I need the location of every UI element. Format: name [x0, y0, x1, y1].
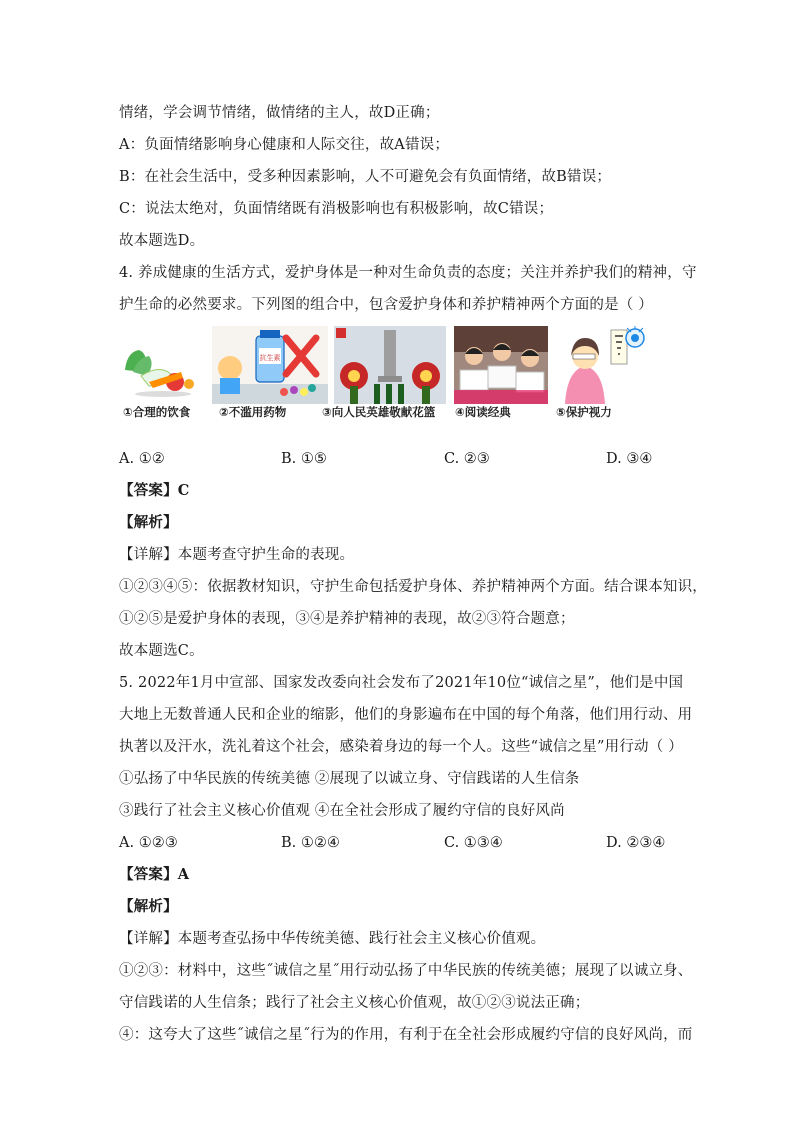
q4-option-a: A. ①②: [119, 451, 165, 467]
q3-tail-line-1: 情绪，学会调节情绪，做情绪的主人，故D正确；: [119, 105, 440, 121]
q5-analysis-heading: 【解析】: [119, 898, 178, 915]
eyesight-illustration: [555, 326, 649, 404]
panel-protect-eyesight: [555, 326, 649, 404]
panel-no-drug-abuse: [212, 326, 328, 404]
q5-option-b: B. ①②④: [281, 835, 340, 851]
caption-protect-eyesight: ⑤保护视力: [556, 405, 612, 419]
q5-statements-line-1: ①弘扬了中华民族的传统美德 ②展现了以诚立身、守信践诺的人生信条: [119, 771, 580, 787]
panel-healthy-diet: [119, 326, 205, 404]
q3-tail-line-4: C：说法太绝对，负面情绪既有消极影响也有积极影响，故C错误；: [119, 201, 554, 217]
q3-tail-line-3: B：在社会生活中，受多种因素影响，人不可避免会有负面情绪，故B错误；: [119, 169, 612, 185]
pill-bottle-label: 抗生素: [259, 354, 281, 362]
caption-no-drug-abuse: ②不滥用药物: [219, 405, 287, 419]
q5-option-d: D. ②③④: [606, 835, 666, 851]
q5-answer: 【答案】A: [119, 866, 190, 883]
q5-statements-line-2: ③践行了社会主义核心价值观 ④在全社会形成了履约守信的良好风尚: [119, 803, 565, 819]
q5-stem-line-2: 大地上无数普通人民和企业的缩影，他们的身影遍布在中国的每个角落，他们用行动、用: [119, 707, 693, 723]
q4-explanation-line-2: ①②⑤是爱护身体的表现，③④是养护精神的表现，故②③符合题意；: [119, 611, 575, 627]
reading-students-illustration: [454, 326, 548, 404]
monument-illustration: [334, 326, 446, 404]
q4-stem-line-1: 4. 养成健康的生活方式，爱护身体是一种对生命负责的态度；关注并养护我们的精神，守: [119, 265, 697, 281]
panel-flower-baskets: [334, 326, 446, 404]
q5-explanation-line-2: 守信践诺的人生信条；践行了社会主义核心价值观，故①②③说法正确；: [119, 995, 590, 1011]
q4-analysis-heading: 【解析】: [119, 514, 178, 531]
q3-tail-conclusion: 故本题选D。: [119, 233, 205, 249]
q4-option-d: D. ③④: [606, 451, 653, 467]
q3-tail-line-2: A：负面情绪影响身心健康和人际交往，故A错误；: [119, 137, 450, 153]
q5-stem-line-1: 5. 2022年1月中宣部、国家发改委向社会发布了2021年10位“诚信之星”，他们是中国: [119, 675, 684, 691]
q4-stem-line-2: 护生命的必然要求。下列图的组合中，包含爱护身体和养护精神两个方面的是（ ）: [119, 297, 654, 313]
q4-conclusion: 故本题选C。: [119, 643, 204, 659]
q4-option-b: B. ①⑤: [281, 451, 327, 467]
caption-flower-baskets: ③向人民英雄敬献花篮: [322, 405, 436, 419]
q4-explanation-line-1: ①②③④⑤：依据教材知识，守护生命包括爱护身体、养护精神两个方面。结合课本知识，: [119, 579, 707, 595]
pills-illustration: [212, 326, 328, 404]
panel-reading-classics: [454, 326, 548, 404]
q4-detail: 【详解】本题考查守护生命的表现。: [119, 547, 355, 563]
q5-option-c: C. ①③④: [444, 835, 503, 851]
caption-reading-classics: ④阅读经典: [455, 405, 511, 419]
q5-detail: 【详解】本题考查弘扬中华传统美德、践行社会主义核心价值观。: [119, 931, 546, 947]
q4-option-c: C. ②③: [444, 451, 490, 467]
q5-explanation-line-1: ①②③：材料中，这些˝诚信之星˝用行动弘扬了中华民族的传统美德；展现了以诚立身、: [119, 963, 693, 979]
q4-figure: [119, 326, 649, 426]
q5-stem-line-3: 执著以及汗水，洗礼着这个社会，感染着身边的每一个人。这些“诚信之星”用行动（ ）: [119, 739, 683, 755]
vegetables-illustration: [119, 326, 205, 404]
q4-answer: 【答案】C: [119, 482, 190, 499]
q5-explanation-line-3: ④：这夸大了这些˝诚信之星˝行为的作用，有利于在全社会形成履约守信的良好风尚，而: [119, 1027, 693, 1043]
q5-option-a: A. ①②③: [119, 835, 178, 851]
caption-healthy-diet: ①合理的饮食: [123, 405, 191, 419]
